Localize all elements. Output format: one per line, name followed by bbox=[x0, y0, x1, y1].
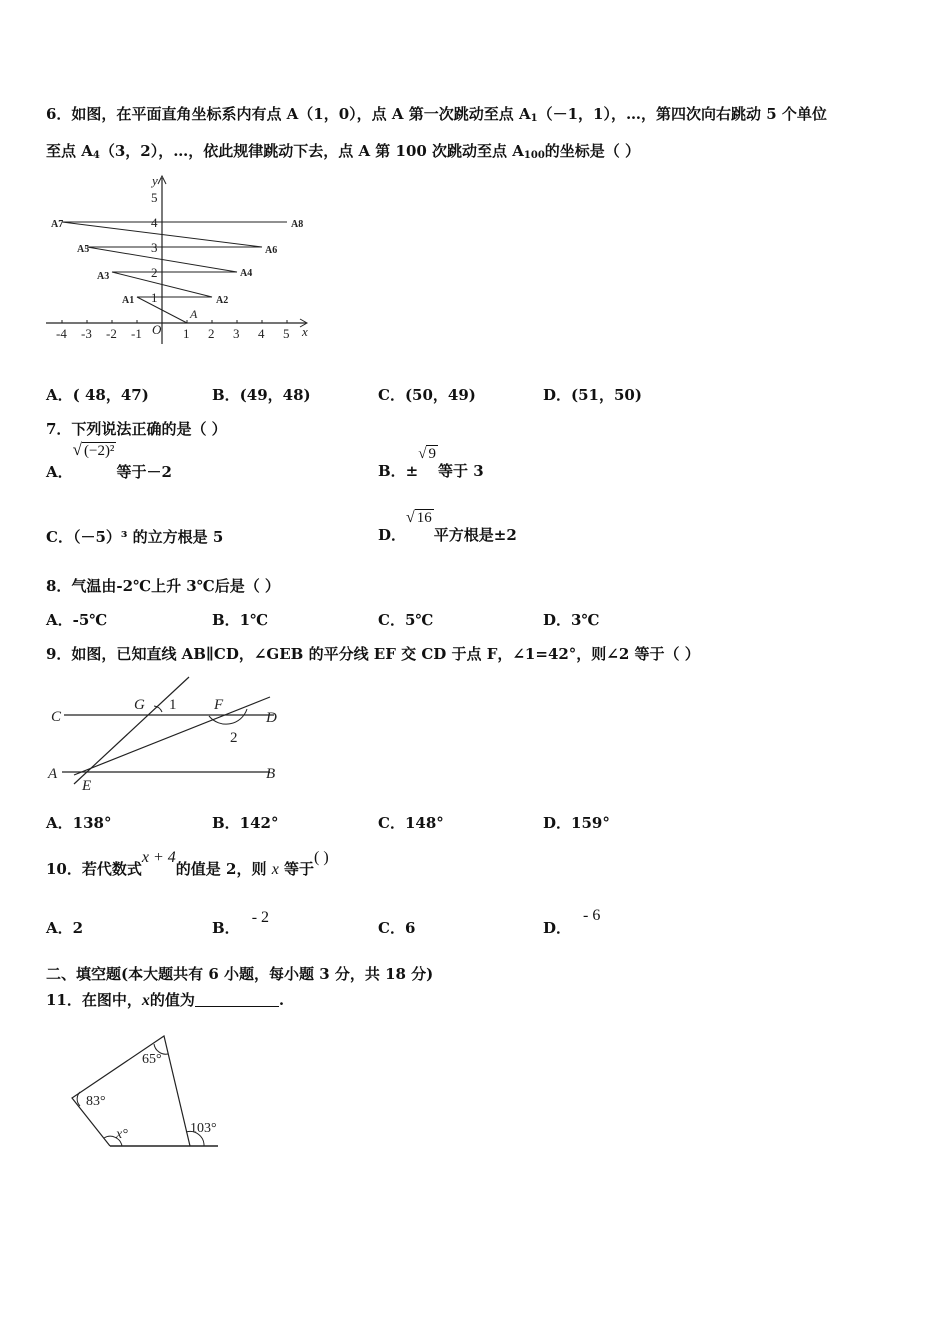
point-label-A7: A7 bbox=[51, 219, 64, 230]
q11-stem: 11．在图中，x的值为 . bbox=[46, 991, 285, 1009]
origin-label: O bbox=[152, 322, 162, 337]
label-d: D bbox=[266, 710, 277, 726]
x-tick-label: -4 bbox=[56, 326, 67, 341]
point-label-A6: A6 bbox=[265, 245, 278, 256]
x-tick-label: 3 bbox=[233, 326, 240, 341]
x-tick-label: 1 bbox=[183, 326, 190, 341]
point-label-A3: A3 bbox=[97, 271, 110, 282]
q8-stem: 8．气温由-2℃上升 3℃后是（ ） bbox=[46, 577, 280, 595]
label-e: E bbox=[82, 778, 92, 794]
x-tick-label: -2 bbox=[106, 326, 117, 341]
section2-title: 二、填空题(本大题共有 6 小题，每小题 3 分，共 18 分) bbox=[46, 965, 434, 983]
angle-label-65: 65° bbox=[142, 1052, 162, 1067]
y-tick-label: 2 bbox=[151, 265, 158, 280]
x-tick-label: 5 bbox=[283, 326, 290, 341]
q6-option-c[interactable]: C．(50，49) bbox=[378, 386, 476, 404]
q9-parallel-lines-figure bbox=[44, 672, 294, 798]
jump-path bbox=[62, 222, 287, 323]
label-b: B bbox=[266, 766, 276, 782]
point-label-A5: A5 bbox=[77, 244, 90, 255]
y-tick-label: 1 bbox=[151, 290, 158, 305]
label-angle-2: 2 bbox=[230, 730, 238, 746]
label-f: F bbox=[214, 697, 224, 713]
q7-option-a[interactable]: A．√ (−2)²等于－2 bbox=[46, 440, 172, 481]
label-g: G bbox=[134, 697, 145, 713]
label-c: C bbox=[51, 709, 62, 725]
point-label-A8: A8 bbox=[291, 219, 304, 230]
q10-option-a[interactable]: A．2 bbox=[46, 919, 84, 937]
x-tick-label: 2 bbox=[208, 326, 215, 341]
x-tick-label: -1 bbox=[131, 326, 142, 341]
angle-label-83: 83° bbox=[86, 1094, 106, 1109]
y-tick-label: 3 bbox=[151, 240, 158, 255]
point-label-A: A bbox=[190, 307, 198, 321]
q10-stem: 10．若代数式x + 4的值是 2，则 x 等于( ) bbox=[46, 849, 329, 878]
q8-option-c[interactable]: C．5℃ bbox=[378, 611, 434, 629]
q9-option-b[interactable]: B．142° bbox=[212, 814, 279, 832]
q6-option-b[interactable]: B．(49，48) bbox=[212, 386, 311, 404]
q7-option-c[interactable]: C．（－5）³ 的立方根是 5 bbox=[46, 528, 224, 546]
q9-option-a[interactable]: A．138° bbox=[46, 814, 112, 832]
y-axis-label: y bbox=[152, 173, 158, 188]
x-axis-label: x bbox=[302, 324, 308, 339]
q10-option-b[interactable]: B．- 2 bbox=[212, 909, 270, 937]
q6-line1: 6．如图，在平面直角坐标系内有点 A（1，0），点 A 第一次跳动至点 $A_1(-1$，1），…，第四次向右跳动 5 个单位 bbox=[46, 105, 827, 124]
point-label-A1: A1 bbox=[122, 295, 135, 306]
angle-label-103: 103° bbox=[190, 1121, 217, 1136]
q6-line2: 至点 $A_4(3$，2），…，依此规律跳动下去，点 A 第 100 次跳动至点 $A_{100}$的坐标是（ ） bbox=[46, 142, 641, 161]
q8-option-d[interactable]: D．3℃ bbox=[543, 611, 600, 629]
q8-option-a[interactable]: A．-5℃ bbox=[46, 611, 108, 629]
x-tick-label: -3 bbox=[81, 326, 92, 341]
angle-label-x: x° bbox=[116, 1127, 128, 1142]
q9-option-d[interactable]: D．159° bbox=[543, 814, 610, 832]
answer-blank[interactable] bbox=[195, 992, 279, 1007]
label-angle-1: 1 bbox=[169, 697, 177, 713]
polygon-sides bbox=[72, 1036, 190, 1146]
q11-polygon-figure bbox=[66, 1028, 226, 1152]
y-tick-label: 5 bbox=[151, 190, 158, 205]
q9-stem: 9．如图，已知直线 AB∥CD，∠GEB 的平分线 EF 交 CD 于点 F，∠1=42°，则∠2 等于（ ） bbox=[46, 645, 700, 663]
q10-option-d[interactable]: D．- 6 bbox=[543, 907, 601, 937]
q7-option-d[interactable]: D．√ 16平方根是±2 bbox=[378, 509, 517, 544]
q7-option-b[interactable]: B．±√ 9等于 3 bbox=[378, 446, 484, 480]
point-label-A2: A2 bbox=[216, 295, 229, 306]
q9-option-c[interactable]: C．148° bbox=[378, 814, 444, 832]
y-tick-label: 4 bbox=[151, 215, 158, 230]
q10-option-c[interactable]: C．6 bbox=[378, 919, 416, 937]
q7-stem: 7．下列说法正确的是（ ） bbox=[46, 420, 227, 438]
x-tick-label: 4 bbox=[258, 326, 265, 341]
q6-coordinate-figure bbox=[44, 172, 316, 348]
point-label-A4: A4 bbox=[240, 268, 253, 279]
q6-option-a[interactable]: A．( 48，47) bbox=[46, 386, 149, 404]
label-a: A bbox=[48, 766, 58, 782]
q8-option-b[interactable]: B．1℃ bbox=[212, 611, 269, 629]
q6-option-d[interactable]: D．(51，50) bbox=[543, 386, 642, 404]
